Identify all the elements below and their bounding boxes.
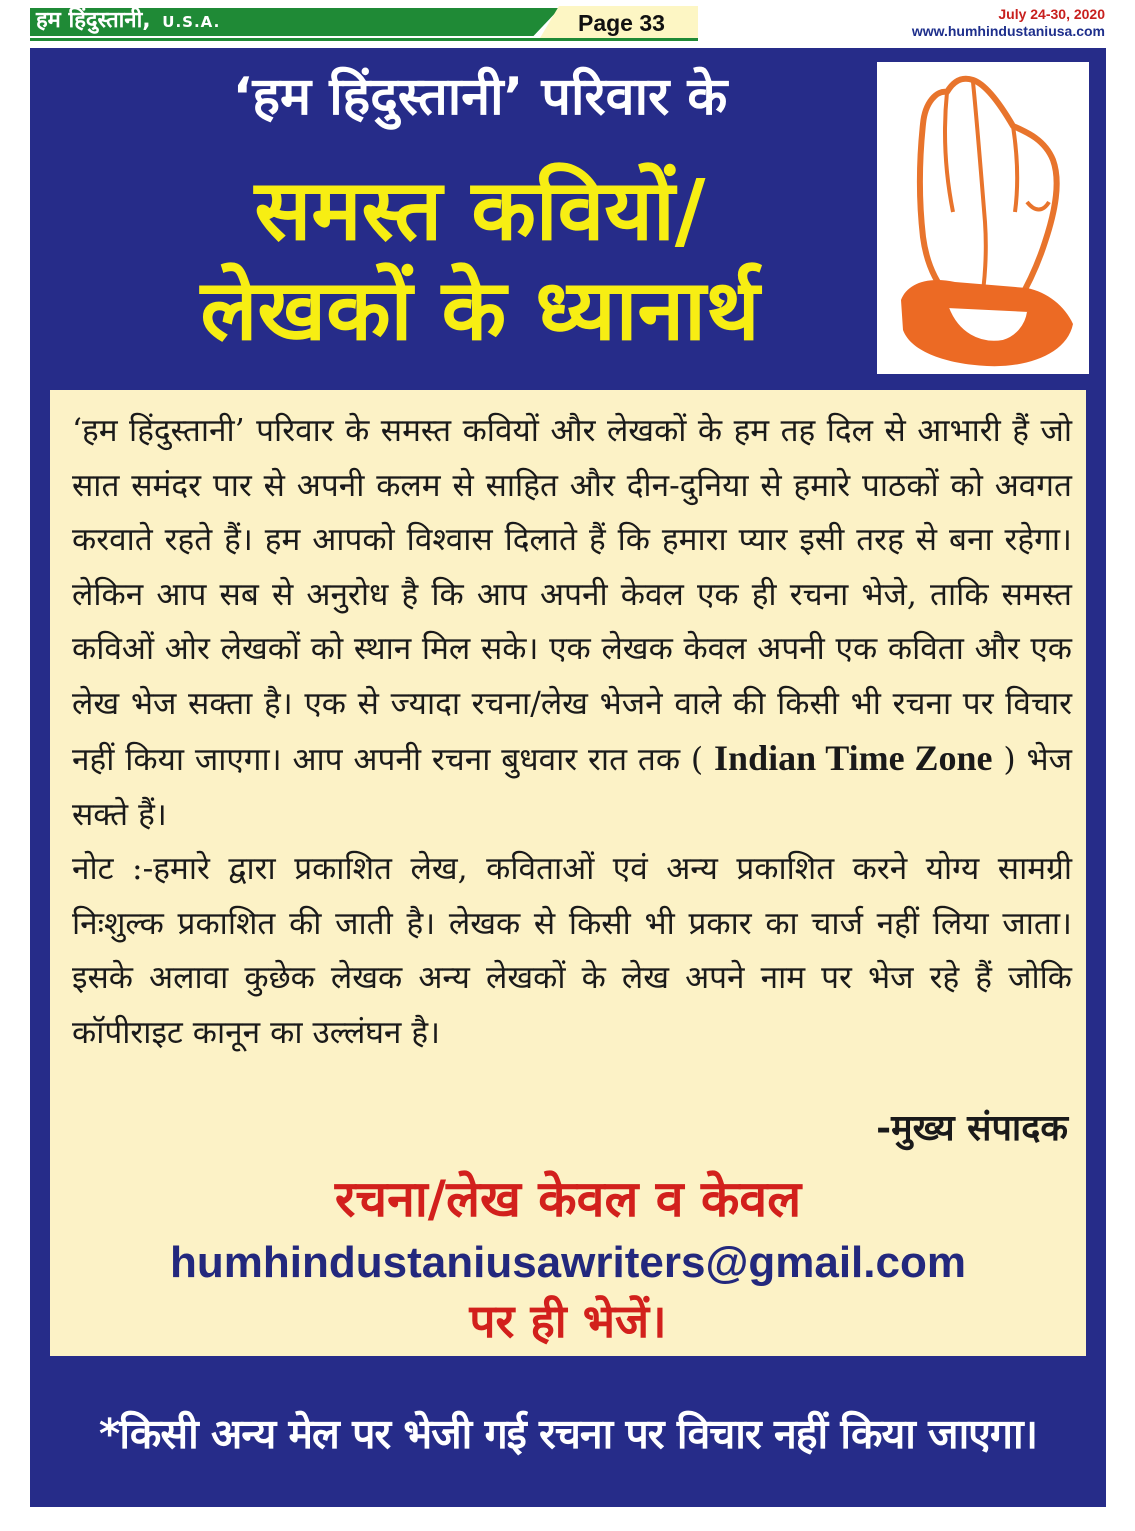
submission-heading: रचना/लेख केवल व केवल (334, 1170, 802, 1228)
headline-line-1: ‘हम हिंदुस्तानी’ परिवार के (232, 67, 728, 127)
folded-hands-image (877, 62, 1089, 374)
website-link[interactable]: www.humhindustaniusa.com (911, 23, 1105, 39)
brand-title: हम हिंदुस्तानी, (36, 8, 151, 33)
issue-date: July 24-30, 2020 (998, 6, 1105, 22)
notice-body (72, 404, 1072, 1060)
headline-line-2: समस्त कवियों/ (254, 161, 706, 259)
submission-email-link[interactable]: humhindustaniusawriters@gmail.com (170, 1238, 966, 1287)
notice-text: ‘हम हिंदुस्तानी’ परिवार के समस्त कवियों और लेखकों के हम तह दिल से आभारी हैं जो सात समंदर पार से अपनी कलम से साहित और दीन-दुनिया से हमारे पाठकों को अवगत करवाते रहते हैं। हम आपको विश्वास दिलाते हैं कि हमारा प्यार इसी तरह से बना रहेगा। लेकिन आप सब से अनुरोध है कि आप अपनी केवल एक ही रचना भेजे, ताकि समस्त कविओं ओर लेखकों को स्थान मिल सके। एक लेखक केवल अपनी एक कविता और एक लेख भेज सक्ता है। एक से ज्यादा रचना/लेख भेजने वाले की किसी भी रचना पर विचार नहीं किया जाएगा। आप अपनी रचना बुधवार रात तक ( (72, 413, 1072, 778)
brand-suffix: U.S.A. (162, 13, 221, 31)
folded-hands-icon (877, 62, 1089, 374)
submission-footer: पर ही भेजें। (469, 1294, 667, 1348)
editor-signature: -मुख्य संपादक (876, 1107, 1068, 1149)
page-number: Page 33 (578, 10, 665, 36)
headline-block (30, 0, 930, 400)
headline-line-3: लेखकों के ध्यानार्थ (200, 261, 760, 359)
time-zone-label: Indian Time Zone (714, 738, 993, 778)
notice-note: नोट :-हमारे द्वारा प्रकाशित लेख, कविताओं एवं अन्य प्रकाशित करने योग्य सामग्री निःशुल्क प्रकाशित की जाती है। लेखक से किसी भी प्रकार का चार्ज नहीं लिया जाता। इसके अलावा कुछेक लेखक अन्य लेखकों के लेख अपने नाम पर भेज रहे हैं जोकि कॉपीराइट कानून का उल्लंघन है। (72, 851, 1072, 1051)
footer-disclaimer: *किसी अन्य मेल पर भेजी गई रचना पर विचार नहीं किया जाएगा। (98, 1410, 1038, 1458)
notice-box (50, 390, 1086, 1356)
notice-text-end: ) भेज सक्ते हैं। (72, 742, 1073, 833)
